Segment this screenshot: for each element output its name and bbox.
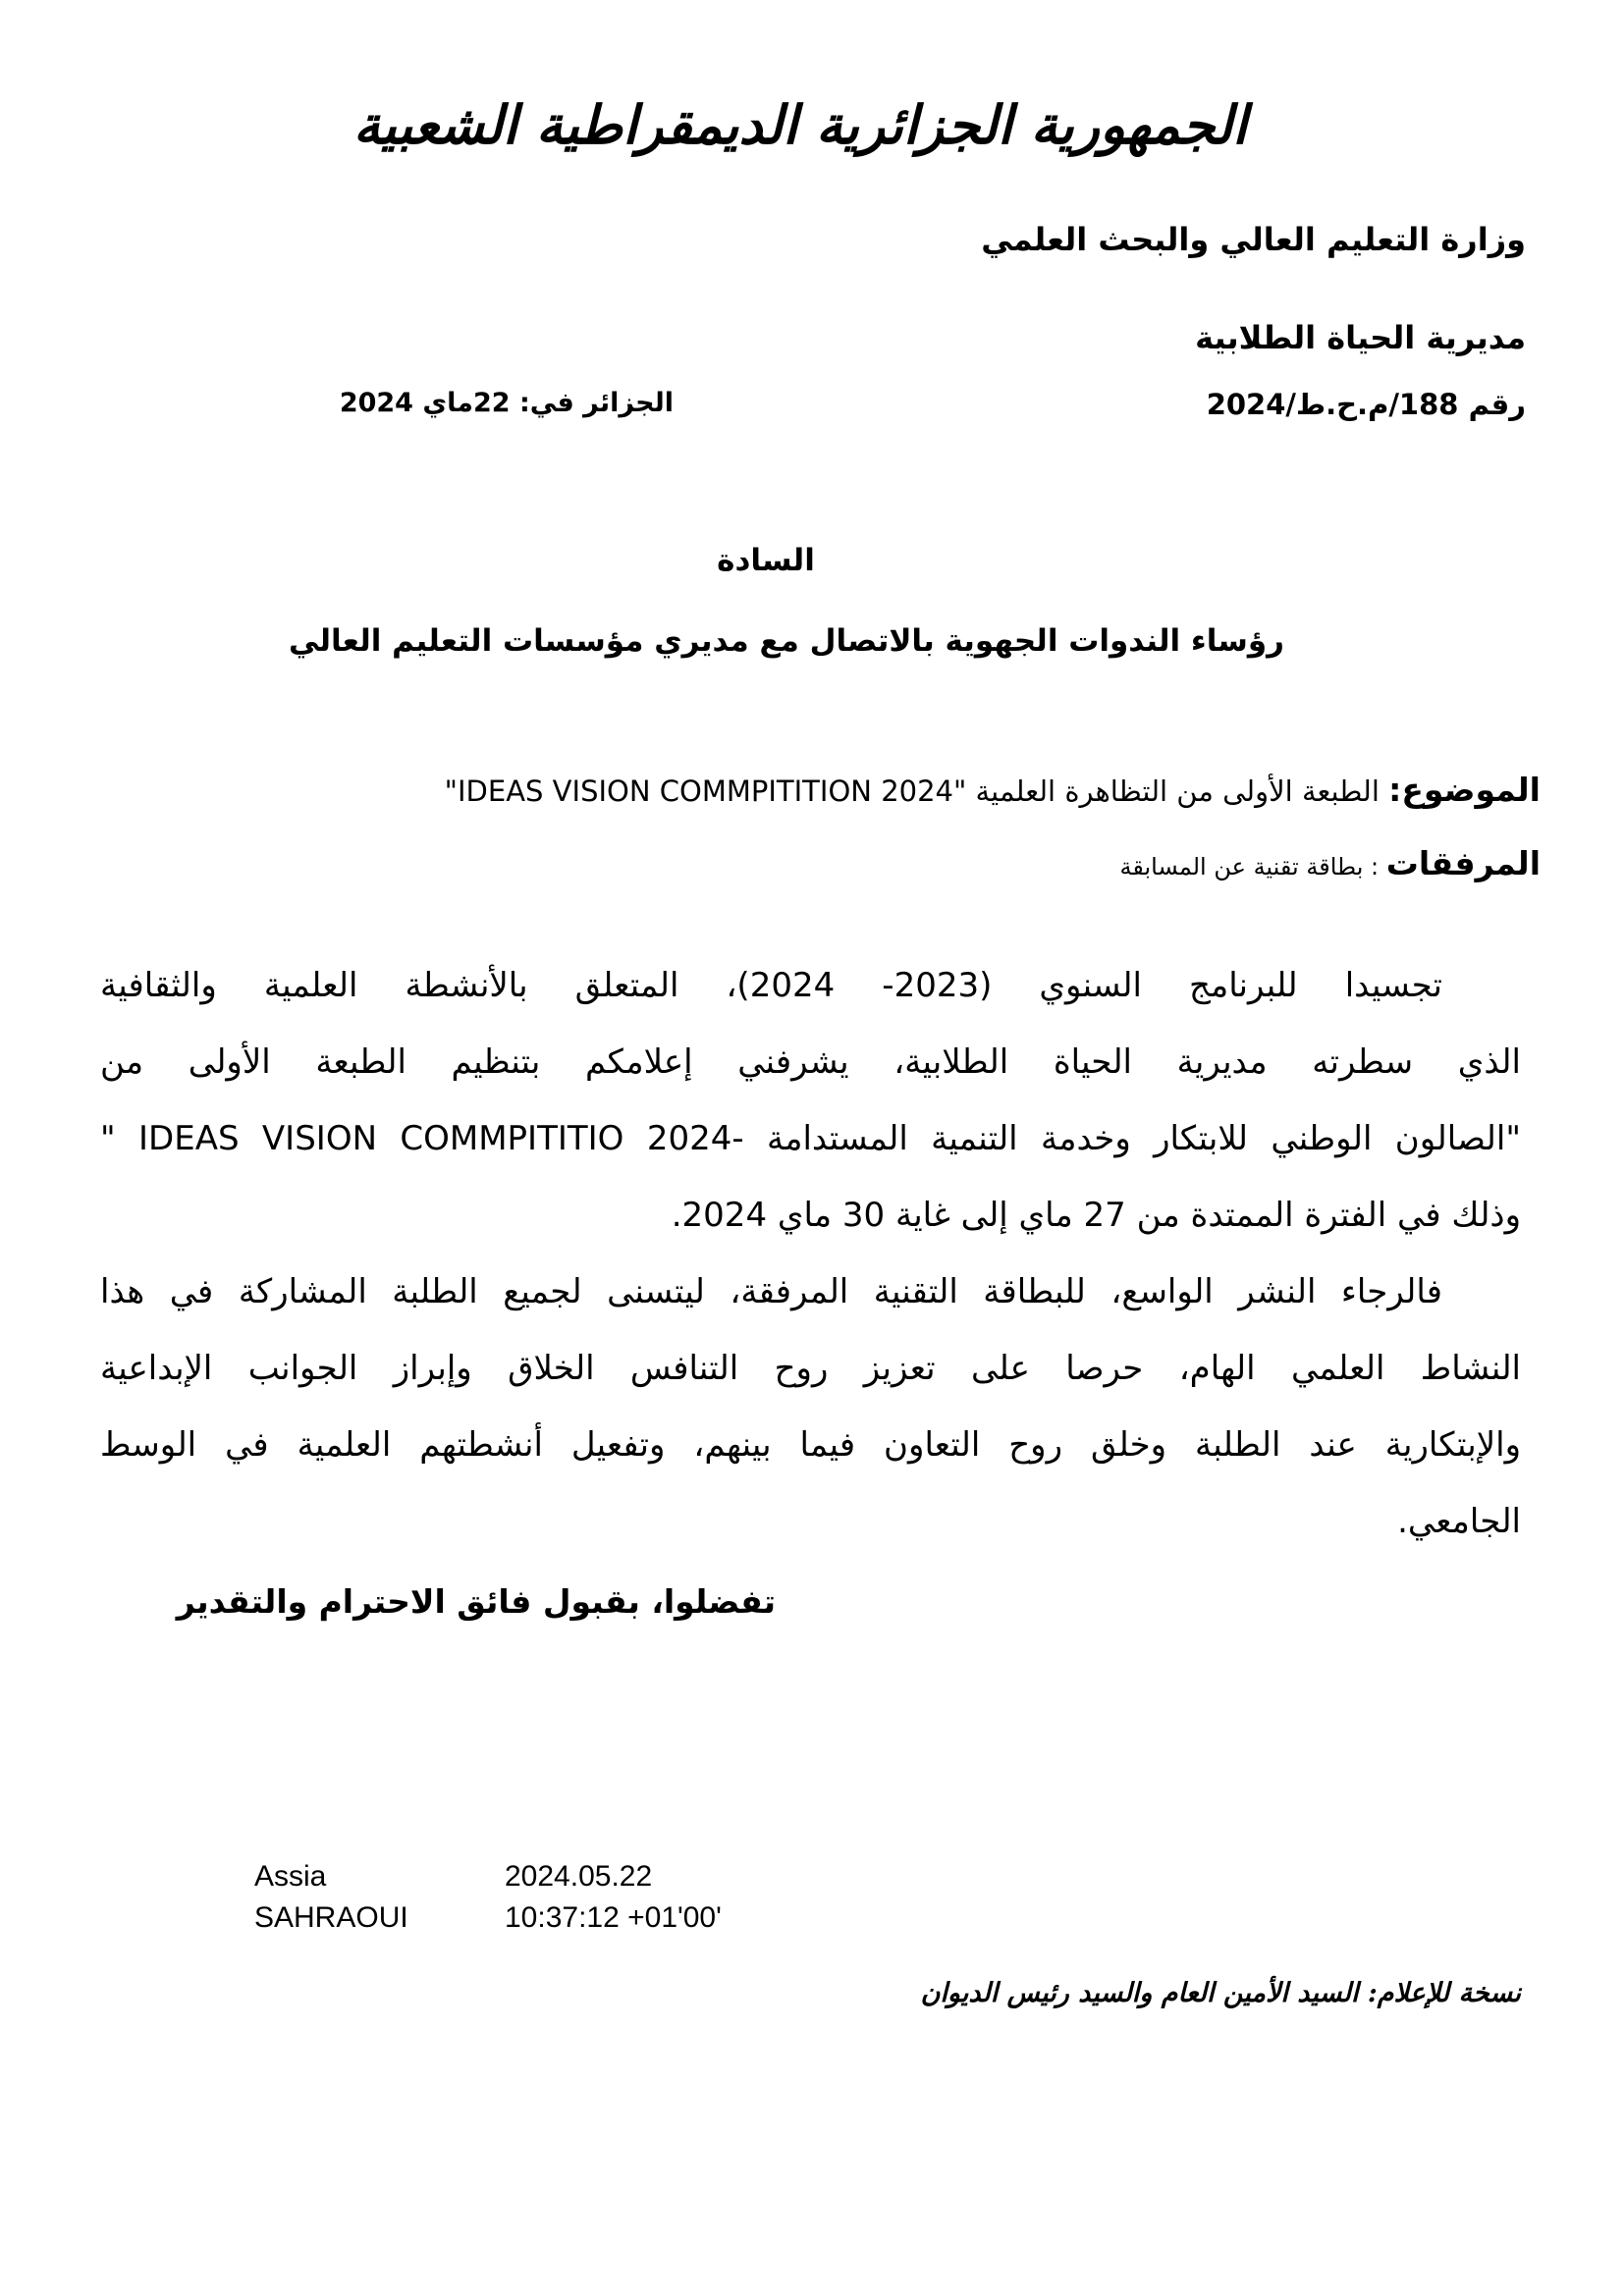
signer-first-name: Assia bbox=[254, 1860, 327, 1893]
attachments-label: المرفقات bbox=[1385, 844, 1541, 882]
directorate-name: مديرية الحياة الطلابية bbox=[1195, 319, 1526, 356]
signature-time: 10:37:12 +01'00' bbox=[505, 1901, 722, 1934]
subject-text: الطبعة الأولى من التظاهرة العلمية "IDEAS VISION COMMPITITION 2024" bbox=[444, 774, 1389, 808]
copy-to-line: نسخة للإعلام: السيد الأمين العام والسيد رئيس الديوان bbox=[920, 1978, 1521, 2008]
body-paragraph-1 bbox=[100, 947, 1521, 1254]
ministry-name: وزارة التعليم العالي والبحث العلمي bbox=[981, 221, 1526, 258]
attachments-line bbox=[1119, 844, 1541, 882]
paragraph-line: الجامعي. bbox=[1397, 1502, 1521, 1541]
reference-number: رقم 188/م.ح.ط/2024 bbox=[1206, 388, 1526, 421]
paragraph-line: النشاط العلمي الهام، حرصا على تعزيز روح التنافس الخلاق وإبراز الجوانب الإبداعية bbox=[100, 1349, 1521, 1388]
paragraph-line: والإبتكارية عند الطلبة وخلق روح التعاون فيما بينهم، وتفعيل أنشطتهم العلمية في الوسط bbox=[100, 1425, 1521, 1465]
letter-date: الجزائر في: 22ماي 2024 bbox=[339, 388, 674, 418]
republic-heading-text: الجمهورية الجزائرية الديمقراطية الشعبية bbox=[352, 93, 1248, 156]
paragraph-line: فالرجاء النشر الواسع، للبطاقة التقنية المرفقة، ليتسنى لجميع الطلبة المشاركة في هذا bbox=[100, 1272, 1442, 1311]
recipients: رؤساء الندوات الجهوية بالاتصال مع مديري مؤسسات التعليم العالي bbox=[288, 623, 1284, 659]
paragraph-line: وذلك في الفترة الممتدة من 27 ماي إلى غاية 30 ماي 2024. bbox=[671, 1196, 1521, 1235]
paragraph-line: تجسيدا للبرنامج السنوي (2023- 2024)، المتعلق بالأنشطة العلمية والثقافية bbox=[100, 966, 1442, 1005]
paragraph-line: "الصالون الوطني للابتكار وخدمة التنمية المستدامة -IDEAS VISION COMMPITITIO 2024 " bbox=[100, 1119, 1521, 1158]
republic-heading bbox=[0, 93, 1624, 156]
salutation: السادة bbox=[717, 543, 815, 578]
subject-label: الموضوع: bbox=[1388, 771, 1541, 809]
signer-last-name: SAHRAOUI bbox=[254, 1901, 408, 1934]
paragraph-line: الذي سطرته مديرية الحياة الطلابية، يشرفني إعلامكم بتنظيم الطبعة الأولى من bbox=[100, 1042, 1521, 1082]
subject-line bbox=[445, 771, 1541, 809]
body-paragraph-2 bbox=[100, 1254, 1521, 1560]
signature-date: 2024.05.22 bbox=[505, 1860, 653, 1893]
attachments-text: : بطاقة تقنية عن المسابقة bbox=[1119, 853, 1386, 881]
closing-formula: تفضلوا، بقبول فائق الاحترام والتقدير bbox=[176, 1582, 776, 1621]
